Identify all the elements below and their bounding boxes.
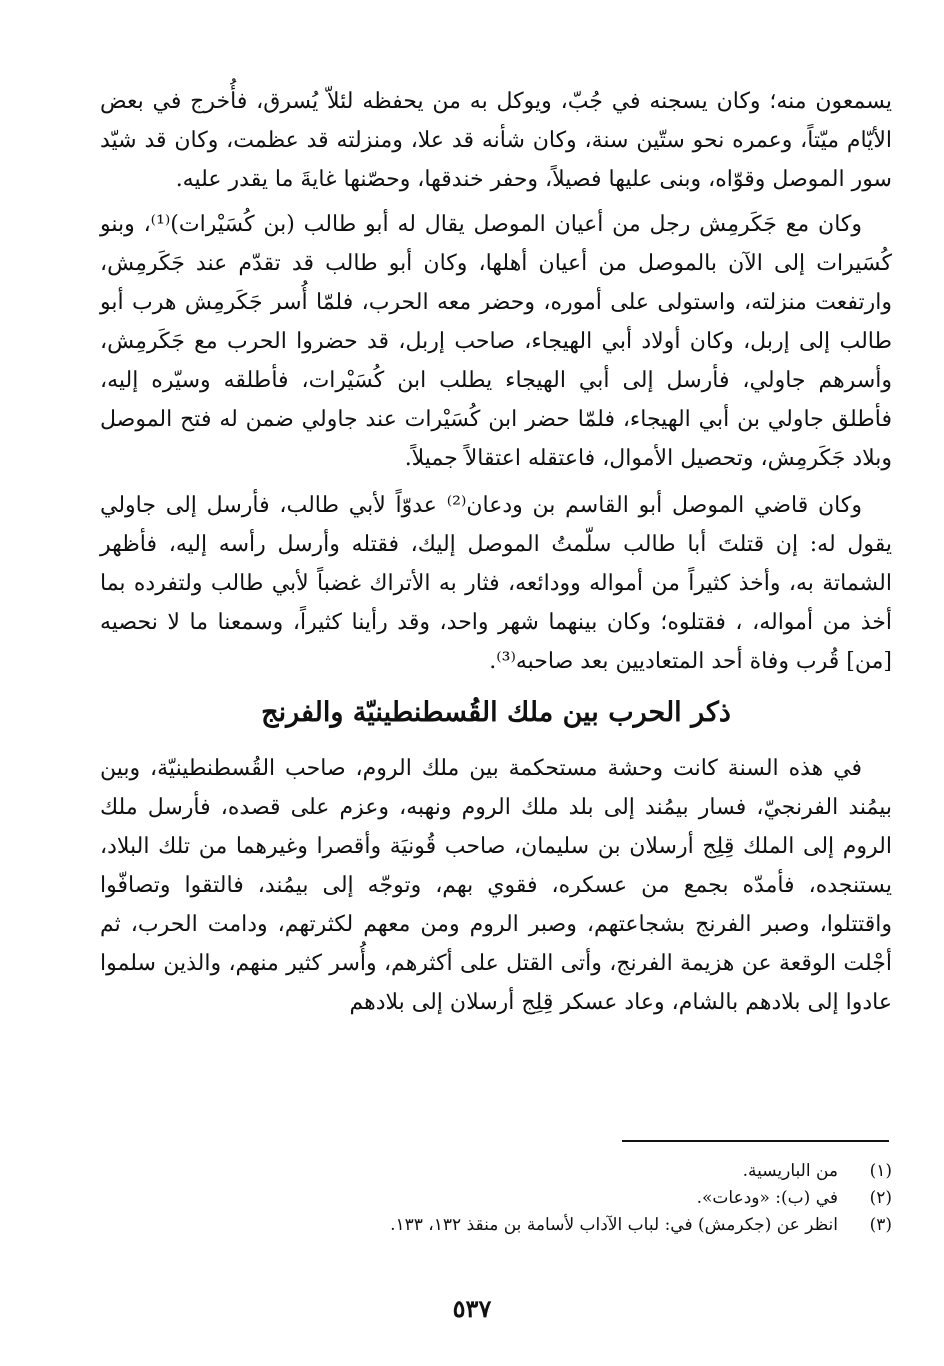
footnotes (100, 1158, 892, 1239)
paragraph-1: يسمعون منه؛ وكان يسجنه في جُبّ، ويوكل به من يحفظه لئلاّ يُسرق، فأُخرج في بعض الأيّام ميّتاً، وعمره نحو ستّين سنة، وكان شأنه قد علا، ومنزلته قد عظمت، وكان قد شيّد سور الموصل وقوّاه، وبنى عليها فصيلاً، وحفر خندقها، وحصّنها غايةَ ما يقدر عليه. (100, 89, 892, 192)
footnote-text: في (ب): «ودعات». (696, 1188, 838, 1208)
page-number: ٥٣٧ (452, 1294, 492, 1323)
paragraph-3: وكان قاضي الموصل أبو القاسم بن ودعان⁽²⁾ عدوّاً لأبي طالب، فأرسل إلى جاولي يقول له: إن قتلتَ أبا طالب سلّمتُ الموصل إليك، فقتله وأرسل رأسه إليه، فأظهر الشماتة به، وأخذ كثيراً من أمواله وودائعه، فثار به الأتراك غضباً لأبي طالب ولتفرده بما أخذ من أمواله، ، فقتلوه؛ وكان بينهما شهر واحد، وقد رأينا كثيراً، وسمعنا ما لا نحصيه [من] قُرب وفاة أحد المتعاديين بعد صاحبه⁽³⁾. (100, 493, 892, 674)
footnote-number: (٣) (869, 1215, 892, 1235)
footnote-number: (٢) (869, 1188, 892, 1208)
footnote-divider (622, 1140, 889, 1142)
footnote-2 (100, 1185, 892, 1212)
footnote-number: (١) (869, 1161, 892, 1181)
footnote-1 (100, 1158, 892, 1185)
main-text (100, 82, 892, 1022)
section-heading: ذكر الحرب بين ملك القُسطنطينيّة والفرنج (261, 697, 731, 728)
footnote-3 (100, 1212, 892, 1239)
footnote-text: من الباريسية. (742, 1161, 838, 1181)
footnote-text: انظر عن (جكرمش) في: لباب الآداب لأسامة بن منقذ ١٣٢، ١٣٣. (390, 1215, 838, 1235)
paragraph-4: في هذه السنة كانت وحشة مستحكمة بين ملك الروم، صاحب القُسطنطينيّة، وبين بيمُند الفرنجيّ، فسار بيمُند إلى بلد ملك الروم ونهبه، وعزم على قصده، فأرسل ملك الروم إلى الملك قِلِج أرسلان بن سليمان، صاحب قُونيَة وأقصرا وغيرهما من تلك البلاد، يستنجده، فأمدّه بجمع من عسكره، فقوي بهم، وتوجّه إلى بيمُند، فالتقوا وتصافّوا واقتتلوا، وصبر الفرنج بشجاعتهم، وصبر الروم ومن معهم لكثرتهم، ودامت الحرب، ثم أجْلت الوقعة عن هزيمة الفرنج، وأتى القتل على أكثرهم، وأُسر كثير منهم، والذين سلموا عادوا إلى بلادهم بالشام، وعاد عسكر قِلِج أرسلان إلى بلادهم (100, 756, 892, 1015)
paragraph-2: وكان مع جَكَرمِش رجل من أعيان الموصل يقال له أبو طالب (بن كُسَيْرات)⁽¹⁾، وبنو كُسَيرات إلى الآن بالموصل من أعيان أهلها، وكان أبو طالب قد تقدّم عند جَكَرمِش، وارتفعت منزلته، واستولى على أموره، وحضر معه الحرب، فلمّا أُسر جَكَرمِش هرب أبو طالب إلى إربل، وكان أولاد أبي الهيجاء، صاحب إربل، قد حضروا الحرب مع جَكَرمِش، وأسرهم جاولي، فأرسل إلى أبي الهيجاء يطلب ابن كُسَيْرات، فأطلقه وسيّره إليه، فأطلق جاولي بن أبي الهيجاء، فلمّا حضر ابن كُسَيْرات عند جاولي ضمن له فتح الموصل وبلاد جَكَرمِش، وتحصيل الأموال، فاعتقله اعتقالاً جميلاً. (100, 212, 892, 471)
